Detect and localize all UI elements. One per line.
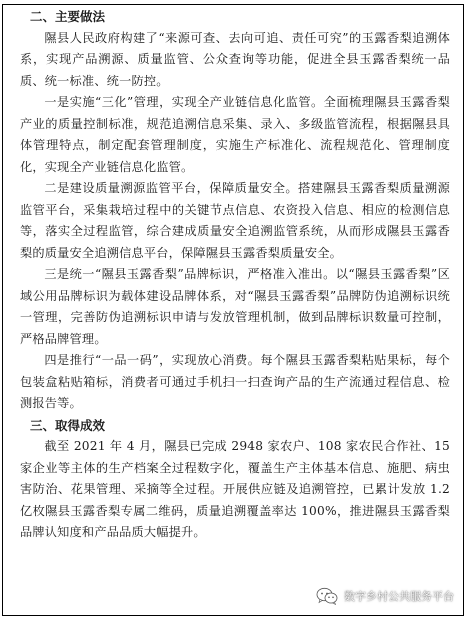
watermark-label: 数字乡村公共服务平台: [344, 590, 454, 603]
wechat-icon: [316, 587, 338, 605]
paragraph-measure-1: 一是实施“三化”管理，实现全产业链信息化监管。全面梳理隰县玉露香梨产业的质量控制标准，规范追溯信息采集、录入、多级监管流程，根据隰县具体管理特点，制定配套管理制度，实施生产标准化、流程规范化、管理制度化，实现全产业链信息化监管。: [20, 95, 450, 174]
paragraph-measure-4: 四是推行“一品一码”，实现放心消费。每个隰县玉露香梨粘贴果标，每个包装盒粘贴箱标，消费者可通过手机扫一扫查询产品的生产流通过程信息、检测报告等。: [20, 353, 450, 410]
section-heading-measures: 二、主要做法: [30, 9, 106, 24]
paragraph-measure-3: 三是统一“隰县玉露香梨”品牌标识，严格准入准出。以“隰县玉露香梨”区域公用品牌标识为载体建设品牌体系，对“隰县玉露香梨”品牌防伪追溯标识统一管理，完善防伪追溯标识申请与发放管理机制，做到品牌标识数量可控制，严格品牌管理。: [20, 267, 450, 346]
document-body: [20, 6, 450, 544]
section-heading-results: 三、取得成效: [30, 417, 106, 433]
watermark: [316, 587, 454, 605]
paragraph-intro: 隰县人民政府构建了“来源可查、去向可追、责任可究”的玉露香梨追溯体系，实现产品溯源、质量监管、公众查询等功能，促进全县玉露香梨统一品质、统一标准、统一防控。: [20, 30, 450, 88]
paragraph-results: 截至 2021 年 4 月，隰县已完成 2948 家农户、108 家农民合作社、15 家企业等主体的生产档案全过程数字化，覆盖生产主体基本信息、施肥、病虫害防治、花果管理、采摘等全过程。开展供应链及追溯管控，已累计发放 1.2 亿枚隰县玉露香梨专属二维码，质量追溯覆盖率达 100%，推进隰县玉露香梨品牌认知度和产品品质大幅提升。: [20, 439, 450, 539]
paragraph-measure-2: 二是建设质量溯源监管平台，保障质量安全。搭建隰县玉露香梨质量溯源监管平台，采集栽培过程中的关键节点信息、农资投入信息、相应的检测信息等，落实全过程监管，综合建成质量安全追溯监管系统，从而形成隰县玉露香梨的质量安全追溯信息平台，保障隰县玉露香梨质量安全。: [20, 181, 450, 260]
